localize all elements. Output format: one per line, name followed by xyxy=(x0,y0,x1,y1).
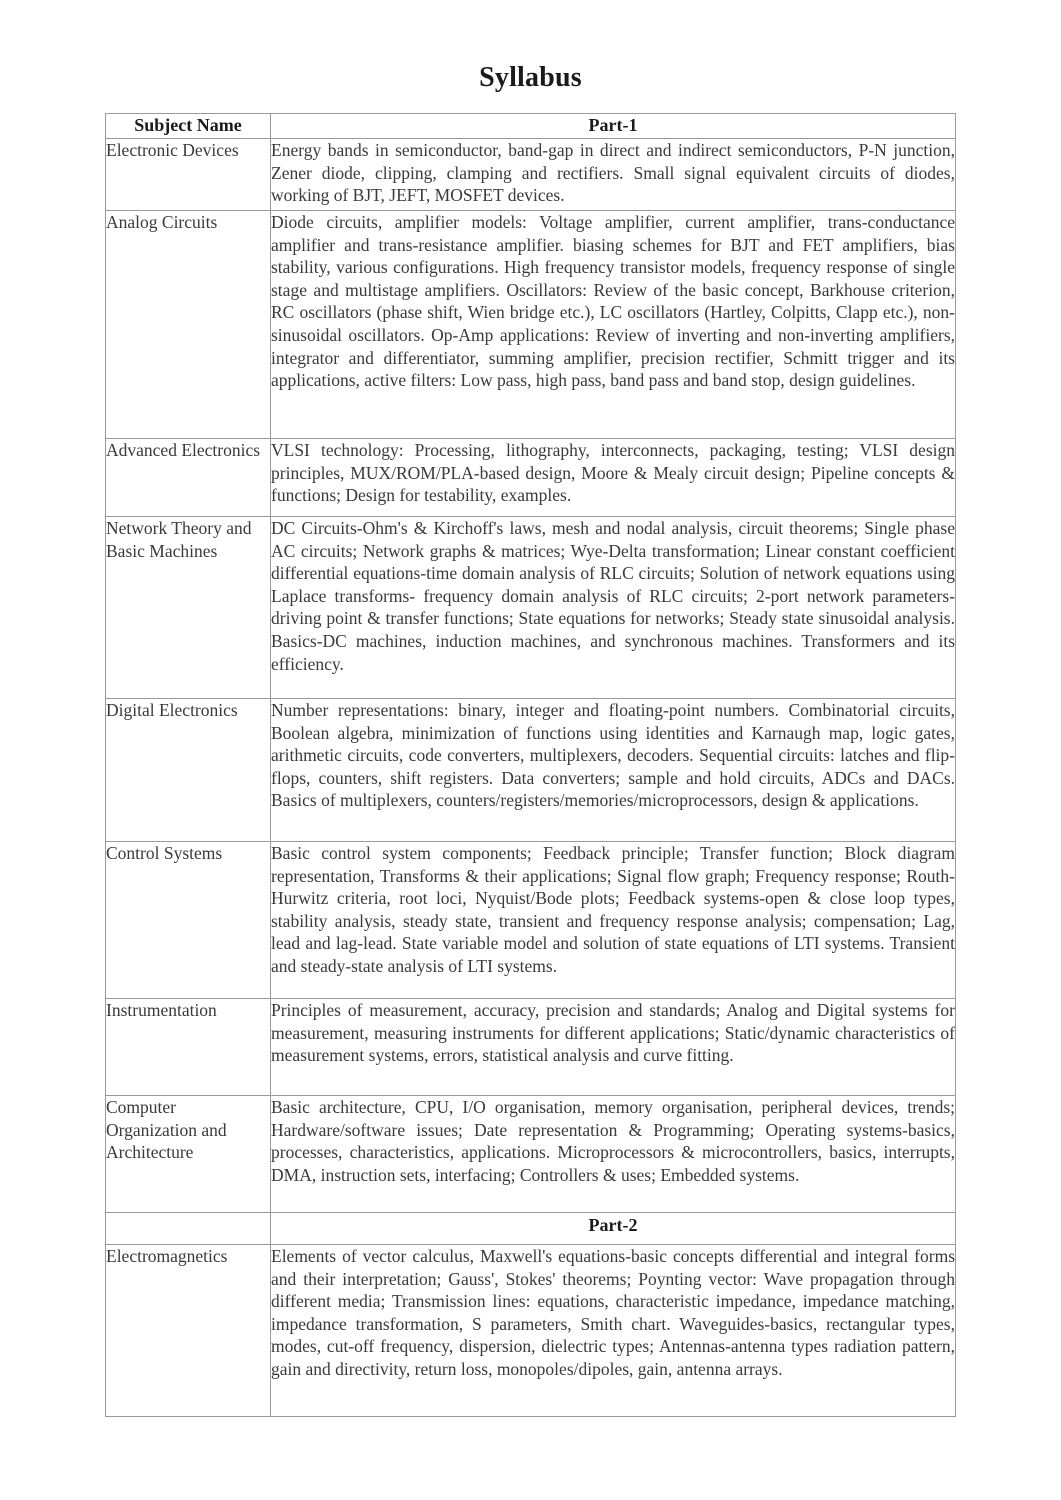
subject-name: Network Theory and Basic Machines xyxy=(106,517,271,699)
subject-name: Electronic Devices xyxy=(106,139,271,211)
table-header-row xyxy=(106,114,956,139)
part-2-header: Part-2 xyxy=(271,1213,956,1245)
subject-description: Basic control system components; Feedback principle; Transfer function; Block diagram representation, Transforms & their applications; Signal flow graph; Frequency response; Routh-Hurwitz criteria, root loci, Nyquist/Bode plots; Feedback systems-open & close loop types, stability analysis, steady state, transient and frequency response analysis; compensation; Lag, lead and lag-lead. State variable model and solution of state equations of LTI systems. Transient and steady-state analysis of LTI systems. xyxy=(271,842,956,999)
column-header-part-1: Part-1 xyxy=(271,114,956,139)
table-row xyxy=(106,699,956,842)
subject-description: DC Circuits-Ohm's & Kirchoff's laws, mesh and nodal analysis, circuit theorems; Single phase AC circuits; Network graphs & matrices; Wye-Delta transformation; Linear constant coefficient differential equations-time domain analysis of RLC circuits; Solution of network equations using Laplace transforms- frequency domain analysis of RLC circuits; 2-port network parameters-driving point & transfer functions; State equations for networks; Steady state sinusoidal analysis. Basics-DC machines, induction machines, and synchronous machines. Transformers and its efficiency. xyxy=(271,517,956,699)
table-row xyxy=(106,842,956,999)
table-row xyxy=(106,139,956,211)
subject-description: Principles of measurement, accuracy, precision and standards; Analog and Digital systems for measurement, measuring instruments for different applications; Static/dynamic characteristics of measurement systems, errors, statistical analysis and curve fitting. xyxy=(271,999,956,1096)
table-row xyxy=(106,211,956,439)
part-2-subject-blank xyxy=(106,1213,271,1245)
table-row xyxy=(106,1245,956,1417)
table-row xyxy=(106,999,956,1096)
subject-name: Electromagnetics xyxy=(106,1245,271,1417)
subject-description: Diode circuits, amplifier models: Voltage amplifier, current amplifier, trans-conductance amplifier and trans-resistance amplifier. biasing schemes for BJT and FET amplifiers, bias stability, various configurations. High frequency transistor models, frequency response of single stage and multistage amplifiers. Oscillators: Review of the basic concept, Barkhouse criterion, RC oscillators (phase shift, Wien bridge etc.), LC oscillators (Hartley, Colpitts, Clapp etc.), non-sinusoidal oscillators. Op-Amp applications: Review of inverting and non-inverting amplifiers, integrator and differentiator, summing amplifier, precision rectifier, Schmitt trigger and its applications, active filters: Low pass, high pass, band pass and band stop, design guidelines. xyxy=(271,211,956,439)
table-row xyxy=(106,439,956,517)
page-title: Syllabus xyxy=(479,62,582,93)
subject-name: Advanced Electronics xyxy=(106,439,271,517)
syllabus-table xyxy=(105,113,956,1417)
subject-name: Digital Electronics xyxy=(106,699,271,842)
subject-name: Computer Organization and Architecture xyxy=(106,1096,271,1213)
table-row xyxy=(106,1096,956,1213)
table-row xyxy=(106,517,956,699)
subject-description: Energy bands in semiconductor, band-gap in direct and indirect semiconductors, P-N junction, Zener diode, clipping, clamping and rectifiers. Small signal equivalent circuits of diodes, working of BJT, JEFT, MOSFET devices. xyxy=(271,139,956,211)
part-2-header-row xyxy=(106,1213,956,1245)
subject-description: VLSI technology: Processing, lithography, interconnects, packaging, testing; VLSI design principles, MUX/ROM/PLA-based design, Moore & Mealy circuit design; Pipeline concepts & functions; Design for testability, examples. xyxy=(271,439,956,517)
column-header-subject-name: Subject Name xyxy=(106,114,271,139)
subject-description: Number representations: binary, integer and floating-point numbers. Combinatorial circuits, Boolean algebra, minimization of functions using identities and Karnaugh map, logic gates, arithmetic circuits, code converters, multiplexers, decoders. Sequential circuits: latches and flip-flops, counters, shift registers. Data converters; sample and hold circuits, ADCs and DACs. Basics of multiplexers, counters/registers/memories/microprocessors, design & applications. xyxy=(271,699,956,842)
subject-description: Basic architecture, CPU, I/O organisation, memory organisation, peripheral devices, trends; Hardware/software issues; Date representation & Programming; Operating systems-basics, processes, characteristics, applications. Microprocessors & microcontrollers, basics, interrupts, DMA, instruction sets, interfacing; Controllers & uses; Embedded systems. xyxy=(271,1096,956,1213)
subject-name: Analog Circuits xyxy=(106,211,271,439)
subject-description: Elements of vector calculus, Maxwell's equations-basic concepts differential and integral forms and their interpretation; Gauss', Stokes' theorems; Poynting vector: Wave propagation through different media; Transmission lines: equations, characteristic impedance, impedance matching, impedance transformation, S parameters, Smith chart. Waveguides-basics, rectangular types, modes, cut-off frequency, dispersion, dielectric types; Antennas-antenna types radiation pattern, gain and directivity, return loss, monopoles/dipoles, gain, antenna arrays. xyxy=(271,1245,956,1417)
subject-name: Instrumentation xyxy=(106,999,271,1096)
subject-name: Control Systems xyxy=(106,842,271,999)
